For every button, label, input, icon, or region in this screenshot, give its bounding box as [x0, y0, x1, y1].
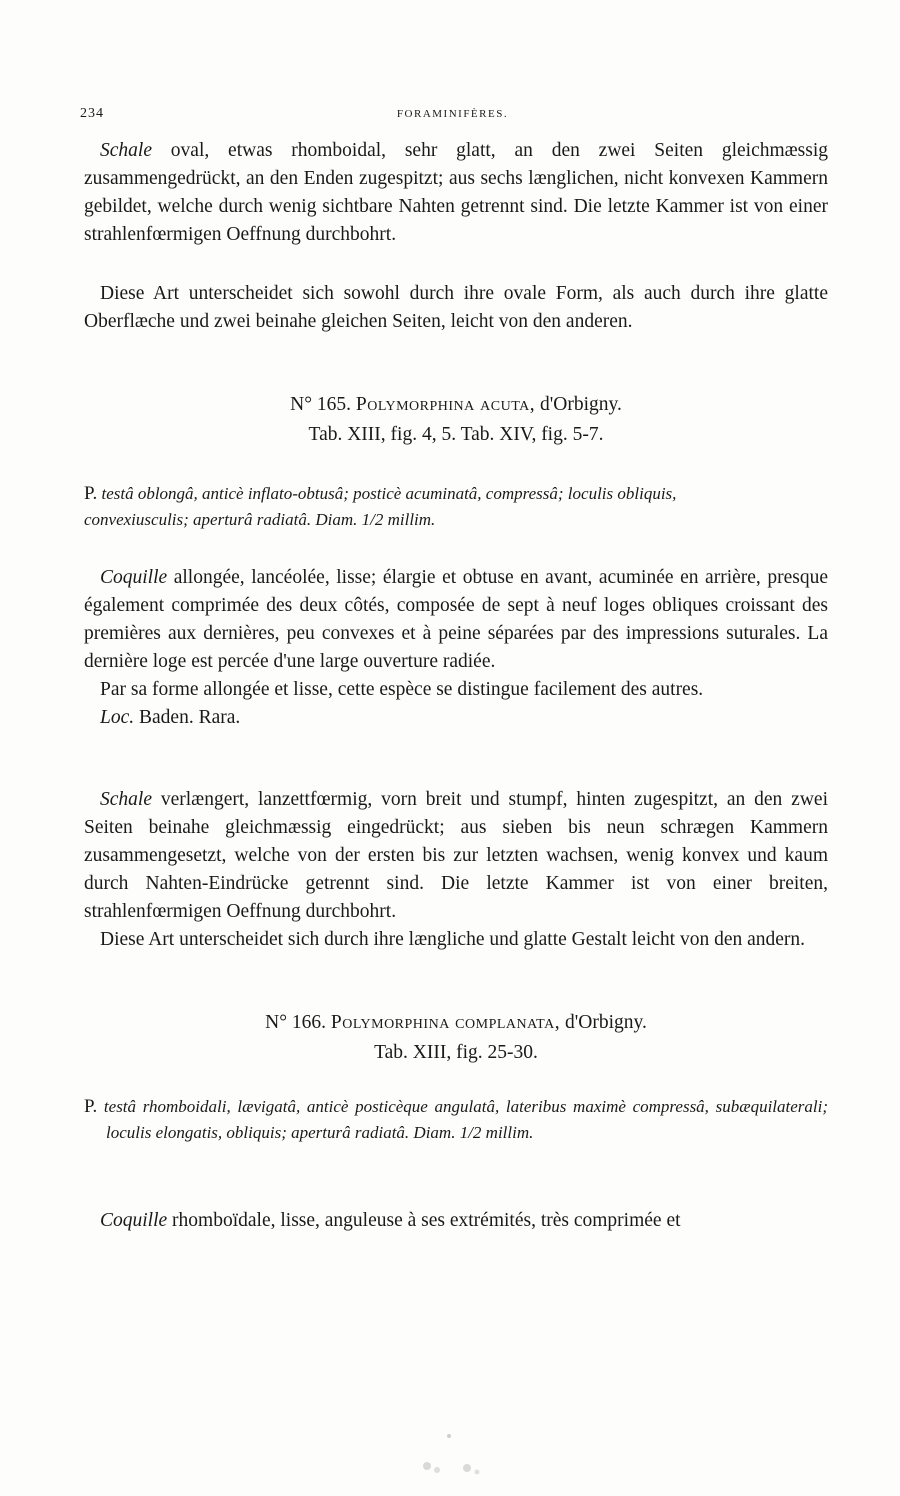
page-number: 234	[80, 106, 104, 121]
species-name: Polymorphina acuta,	[355, 394, 536, 415]
species-heading-166	[84, 1008, 828, 1068]
locality-line	[84, 704, 828, 732]
species-title	[84, 1008, 828, 1038]
plate-reference: Tab. XIII, fig. 25-30.	[374, 1042, 538, 1063]
paragraph	[84, 137, 828, 249]
running-title: FORAMINIFÈRES.	[396, 108, 509, 120]
genus-abbrev: P.	[84, 483, 98, 504]
paragraph-lead-word: Schale	[100, 140, 152, 161]
paragraph	[84, 786, 828, 926]
paragraph-text: rhomboïdale, lisse, anguleuse à ses extrémités, très comprimée et	[167, 1210, 681, 1231]
paragraph-lead-word: Coquille	[100, 1210, 168, 1231]
german-remark-previous	[84, 280, 828, 336]
speck	[434, 1467, 440, 1473]
species-title	[84, 390, 828, 420]
plate-reference: Tab. XIII, fig. 4, 5. Tab. XIV, fig. 5-7.	[308, 424, 604, 445]
diagnosis-line	[84, 481, 828, 507]
paragraph-text: verlængert, lanzettfœrmig, vorn breit und stumpf, hinten zugespitzt, an den zwei Seiten beinahe gleichmæssig eingedrückt; aus sieben bis neun schrægen Kammern zusammengesetzt, welche von der ersten bis zur letzten wachsen, wenig konvex und kaum durch Nahten-Eindrücke getrennt sind. Die letzte Kammer ist von einer breiten, strahlenfœrmigen Oeffnung durchbohrt.	[84, 789, 828, 922]
page-header	[80, 106, 825, 128]
species-heading-165	[84, 390, 828, 450]
speck	[475, 1470, 480, 1475]
german-description-165	[84, 786, 828, 954]
diagnosis-text: testâ oblongâ, anticè inflato-obtusâ; posticè acuminatâ, compressâ; loculis obliquis,	[101, 484, 677, 503]
species-author: d'Orbigny.	[564, 1012, 647, 1033]
species-author: d'Orbigny.	[540, 394, 622, 415]
species-number: N° 166.	[265, 1012, 327, 1033]
paragraph: Diese Art unterscheidet sich sowohl durch ihre ovale Form, als auch durch ihre glatte Oberflæche und zwei beinahe gleichen Seiten, leicht von den anderen.	[84, 283, 828, 332]
paragraph-text: allongée, lancéolée, lisse; élargie et obtuse en avant, acuminée en arrière, presque également comprimée des deux côtés, composée de sept à neuf loges obliques croissant des premières aux dernières, peu convexes et à peine séparées par des impressions suturales. La dernière loge est percée d'une large ouverture radiée.	[84, 567, 828, 672]
genus-abbrev: P.	[84, 1096, 98, 1117]
paragraph: Diese Art unterscheidet sich durch ihre længliche und glatte Gestalt leicht von den andern.	[100, 929, 806, 950]
speck	[463, 1464, 471, 1472]
diagnosis-paragraph	[84, 1094, 828, 1146]
species-name: Polymorphina complanata,	[330, 1012, 561, 1033]
speck	[447, 1434, 451, 1438]
french-description-166	[84, 1207, 828, 1235]
paragraph	[84, 564, 828, 676]
diagnosis-line: convexiusculis; aperturâ radiatâ. Diam. 1/2 millim.	[84, 510, 436, 529]
german-description-previous	[84, 137, 828, 249]
latin-diagnosis-166	[84, 1094, 828, 1146]
diagnosis-text: testâ rhomboidali, lævigatâ, anticè posticèque angulatâ, lateribus maximè compressâ, subæquilaterali; loculis elongatis, obliquis; aperturâ radiatâ. Diam. 1/2 millim.	[103, 1097, 829, 1142]
paragraph: Par sa forme allongée et lisse, cette espèce se distingue facilement des autres.	[100, 679, 704, 700]
french-description-165	[84, 564, 828, 732]
species-number: N° 165.	[290, 394, 351, 415]
locality-text: Baden. Rara.	[134, 707, 241, 728]
paragraph-lead-word: Schale	[100, 789, 152, 810]
print-specks	[415, 1430, 495, 1480]
speck	[423, 1462, 431, 1470]
paragraph-text: oval, etwas rhomboidal, sehr glatt, an den zwei Seiten gleichmæssig zusammengedrückt, an den Enden zugespitzt; aus sechs længlichen, nicht konvexen Kammern gebildet, welche durch wenig sichtbare Nahten getrennt sind. Die letzte Kammer ist von einer strahlenfœrmigen Oeffnung durchbohrt.	[84, 140, 828, 245]
latin-diagnosis-165	[84, 481, 828, 533]
locality-label: Loc.	[100, 707, 135, 728]
paragraph-lead-word: Coquille	[100, 567, 168, 588]
paragraph	[84, 1207, 828, 1235]
